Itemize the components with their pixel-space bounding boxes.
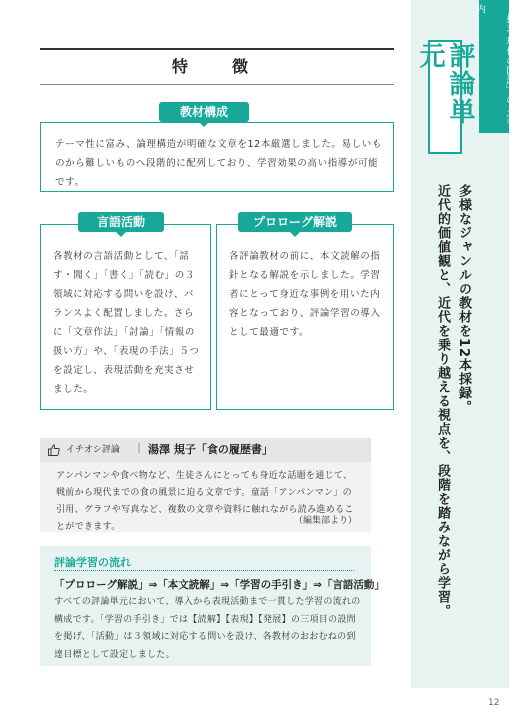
vertical-title: 評論単元 — [428, 40, 462, 154]
page-title: 特 徴 — [171, 57, 262, 76]
pick-separator: ｜ — [134, 444, 144, 455]
flow-box — [40, 546, 385, 666]
pick-source: （編集部より） — [293, 516, 357, 526]
page-number: 12 — [488, 698, 500, 708]
prologue-label: プロローグ解説 — [238, 212, 352, 232]
materials-box — [40, 122, 394, 192]
pick-label: イチオシ評論 — [66, 445, 120, 455]
language-box — [40, 224, 211, 410]
lead-line-2: 近代的価値観と、近代を乗り越える視点を、段階を踏みながら学習。 — [435, 184, 450, 618]
heading-rule-top — [40, 48, 394, 50]
flow-divider — [54, 570, 354, 571]
flow-sequence: 「プロローグ解説」⇒「本文読解」⇒「学習の手引き」⇒「言語活動」 — [54, 579, 385, 591]
prologue-box — [216, 224, 394, 410]
pick-body — [40, 462, 371, 532]
pick-title: 湯澤 規子「食の履歴書」 — [148, 443, 273, 456]
materials-label: 教材構成 — [159, 102, 249, 122]
flow-text: すべての評論単元において、導入から表現活動まで一貫した学習の流れの構成です。「学習の手引き」では【読解】【表現】【発展】の三項目の設問を掲げ、「活動」は３領域に対応する問いを設け、各教材のおおむねの到達目標として設定しました。 — [54, 597, 361, 660]
heading-rule-bottom — [40, 84, 394, 85]
language-label: 言語活動 — [78, 212, 164, 232]
pick-text: アンパンマンや食べ物など、生徒さんにとっても身近な話題を通じて、戦前から現代までの食の風景に迫る文章です。童話「アンパンマン」の引用、グラフや写真など、複数の文章や資料に触れながら読み進めることができます。 — [56, 471, 354, 532]
prologue-text: 各評論教材の前に、本文読解の指針となる解説を示しました。学習者にとって身近な事例を用いた内容となっており、評論学習の導入として最適です。 — [229, 251, 381, 338]
language-text: 各教材の言語活動として、「話す・聞く」「書く」「読む」の３領域に対応する問いを設け、バランスよく配置しました。さらに「文章作法」「討論」「情報の扱い方」や、「表現の手法」５つを設定し、表現活動を充実させました。 — [53, 251, 200, 395]
pick-header — [40, 438, 371, 462]
lead-line-1: 多様なジャンルの教材を12本採録。 — [456, 184, 471, 415]
section-tab-label: 「探求 現代の国語」のご案内 — [474, 4, 515, 124]
thumbs-up-icon — [48, 444, 60, 456]
flow-title: 評論学習の流れ — [54, 556, 131, 569]
materials-text: テーマ性に富み、論理構造が明確な文章を12本厳選しました。易しいものから難しいものへ段階的に配列しており、学習効果の高い指導が可能です。 — [55, 139, 382, 188]
